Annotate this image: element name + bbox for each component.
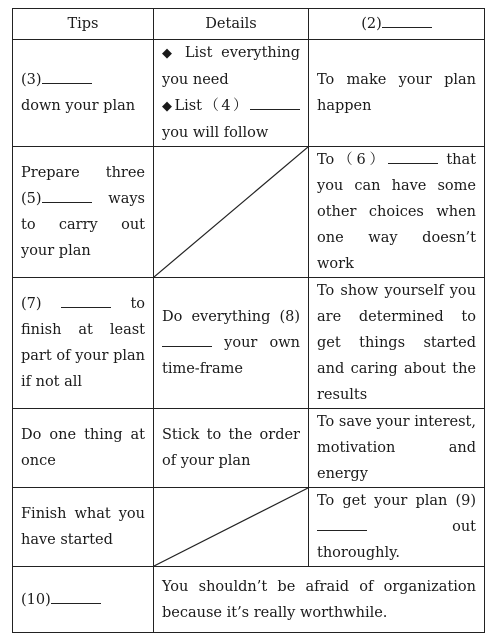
purpose-text: To（6） — [317, 152, 388, 168]
tip-cell: Finish what you have started — [13, 488, 154, 567]
tip-text: down your plan — [21, 98, 136, 114]
detail-text: your own time-frame — [162, 335, 301, 377]
tip-cell: Do one thing at once — [13, 409, 154, 488]
tip-cell — [13, 278, 154, 409]
empty-diagonal-cell — [154, 488, 309, 567]
blank-line — [388, 147, 438, 164]
purpose-text: To get your plan — [317, 493, 448, 509]
header-row — [13, 9, 485, 40]
blank-line — [162, 330, 212, 347]
empty-diagonal-cell — [154, 147, 309, 278]
detail-cell — [154, 278, 309, 409]
detail-text: Do everything — [162, 309, 271, 325]
purpose-cell — [309, 147, 485, 278]
purpose-cell: To show yourself you are determined to get things started and caring about the results — [309, 278, 485, 409]
tip-text: to finish at least part of your plan if not all — [21, 296, 146, 390]
detail-text: List everything you need — [162, 45, 301, 88]
blank-number: (9) — [455, 493, 477, 509]
blank-line — [42, 186, 92, 203]
detail-cell — [154, 40, 309, 147]
blank-number: (5) — [21, 191, 42, 207]
purpose-text: out thoroughly. — [317, 519, 476, 561]
header-blank-2 — [309, 9, 485, 40]
table-row — [13, 488, 485, 567]
table-row — [13, 147, 485, 278]
tip-cell — [13, 147, 154, 278]
blank-line — [382, 11, 432, 28]
header-details: Details — [154, 9, 309, 40]
blank-number: (10) — [21, 591, 51, 608]
table-row — [13, 40, 485, 147]
tip-text: ways to carry out your plan — [21, 191, 145, 259]
worksheet-table — [12, 8, 485, 633]
detail-text: you will follow — [162, 125, 269, 141]
blank-line — [51, 587, 101, 604]
tip-cell — [13, 567, 154, 633]
header-tips: Tips — [13, 9, 154, 40]
diagonal-line — [154, 488, 308, 566]
table-row — [13, 278, 485, 409]
diamond-icon: ◆ — [162, 46, 177, 61]
purpose-text: that you can have some other choices when one way doesn’t work — [317, 152, 476, 272]
tip-cell — [13, 40, 154, 147]
blank-number: (2) — [361, 16, 382, 32]
blank-number: (3) — [21, 72, 42, 88]
tip-text: Prepare three — [21, 165, 145, 181]
detail-text: List（4） — [174, 98, 251, 114]
diamond-icon: ◆ — [162, 99, 175, 114]
purpose-cell: To save your interest, motivation and energy — [309, 409, 485, 488]
table-row — [13, 567, 485, 633]
blank-number: (8) — [279, 309, 300, 325]
detail-cell: Stick to the order of your plan — [154, 409, 309, 488]
purpose-cell: To make your plan happen — [309, 40, 485, 147]
blank-number: (7) — [21, 296, 42, 312]
conclusion-cell: You shouldn’t be afraid of organization because it’s really worthwhile. — [154, 567, 485, 633]
blank-line — [42, 67, 92, 84]
table-row — [13, 409, 485, 488]
blank-line — [317, 514, 367, 531]
blank-line — [250, 93, 300, 110]
purpose-cell — [309, 488, 485, 567]
blank-line — [61, 291, 111, 308]
diagonal-line — [154, 147, 308, 277]
